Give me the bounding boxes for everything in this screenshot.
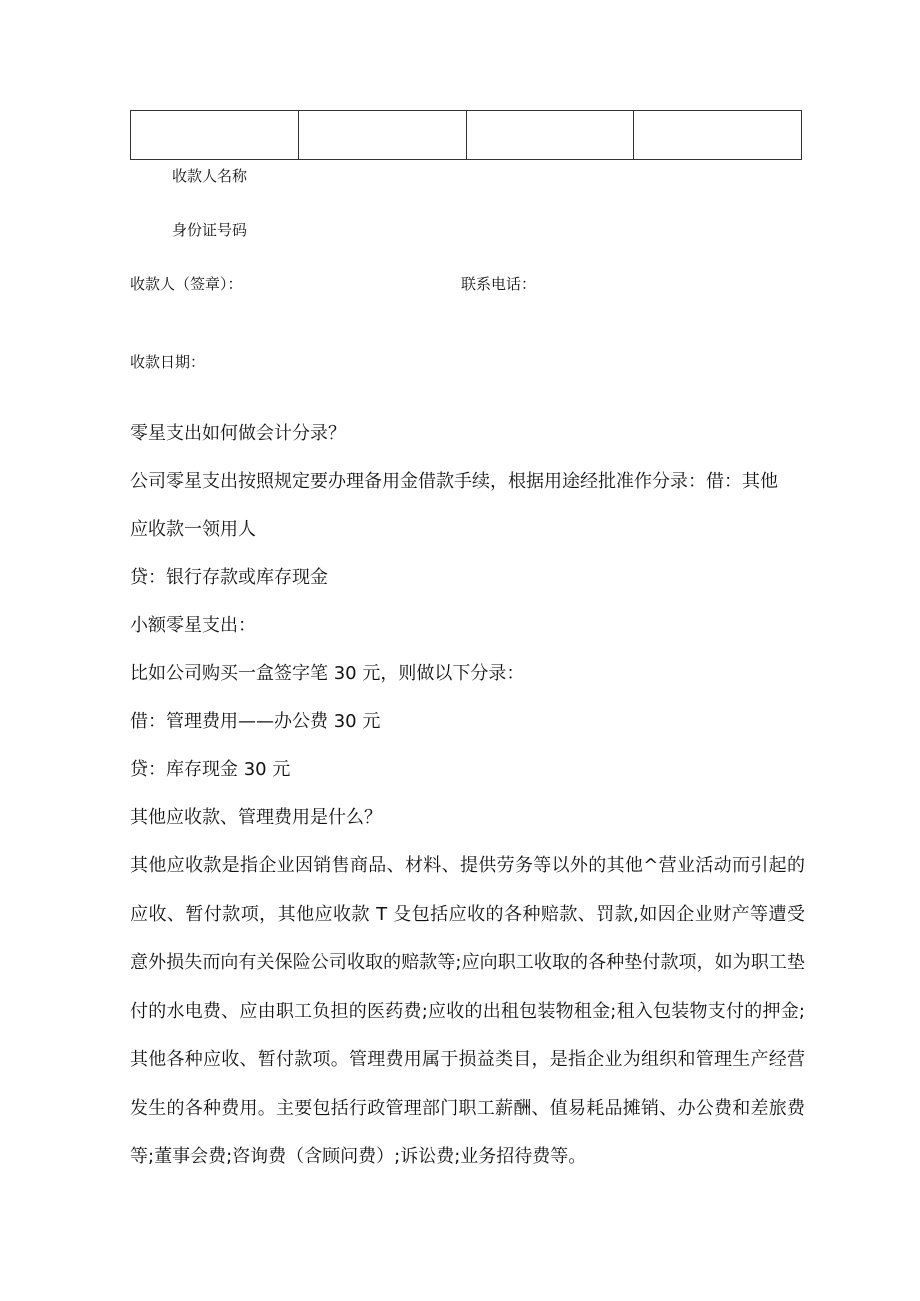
text-line: 应收款一领用人 xyxy=(130,519,256,540)
id-number-label: 身份证号码 xyxy=(172,221,248,239)
body-lines xyxy=(130,410,810,842)
text-line: 公司零星支出按照规定要办理备用金借款手续，根据用途经批准作分录：借：其他 xyxy=(130,471,778,492)
text-line: 小额零星支出： xyxy=(130,615,256,636)
table-cell xyxy=(634,111,802,160)
receive-date-label: 收款日期： xyxy=(130,353,206,371)
section-heading: 其他应收款、管理费用是什么？ xyxy=(130,807,382,828)
text-line: 贷：银行存款或库存现金 xyxy=(130,567,328,588)
table-cell xyxy=(298,111,466,160)
payee-name-label: 收款人名称 xyxy=(172,167,248,185)
section-heading: 零星支出如何做会计分录？ xyxy=(130,423,346,444)
table-cell xyxy=(466,111,634,160)
receipt-table xyxy=(130,110,802,160)
text-line: 比如公司购买一盒签字笔 30 元，则做以下分录： xyxy=(130,663,525,684)
table-cell xyxy=(131,111,299,160)
explanation-paragraph: 其他应收款是指企业因销售商品、材料、提供劳务等以外的其他^营业活动而引起的应收、暂付款项，其他应收款 T 殳包括应收的各种赔款、罚款,如因企业财产等遭受意外损失而向有关保险公司收取的赔款等;应向职工收取的各种垫付款项，如为职工垫付的水电费、应由职工负担的医药费;应收的出租包装物租金;租入包装物支付的押金;其他各种应收、暂付款项。管理费用属于损益类目，是指企业为组织和管理生产经营发生的各种费用。主要包括行政管理部门职工薪酬、值易耗品摊销、办公费和差旅费等;董事会费;咨询费（含顾问费）;诉讼费;业务招待费等。 xyxy=(130,855,805,1167)
payee-signature-label: 收款人（签章）： xyxy=(130,275,243,293)
table-row xyxy=(131,111,802,160)
text-line: 借：管理费用——办公费 30 元 xyxy=(130,711,381,732)
text-line: 贷：库存现金 30 元 xyxy=(130,759,291,780)
phone-label: 联系电话： xyxy=(461,275,537,293)
